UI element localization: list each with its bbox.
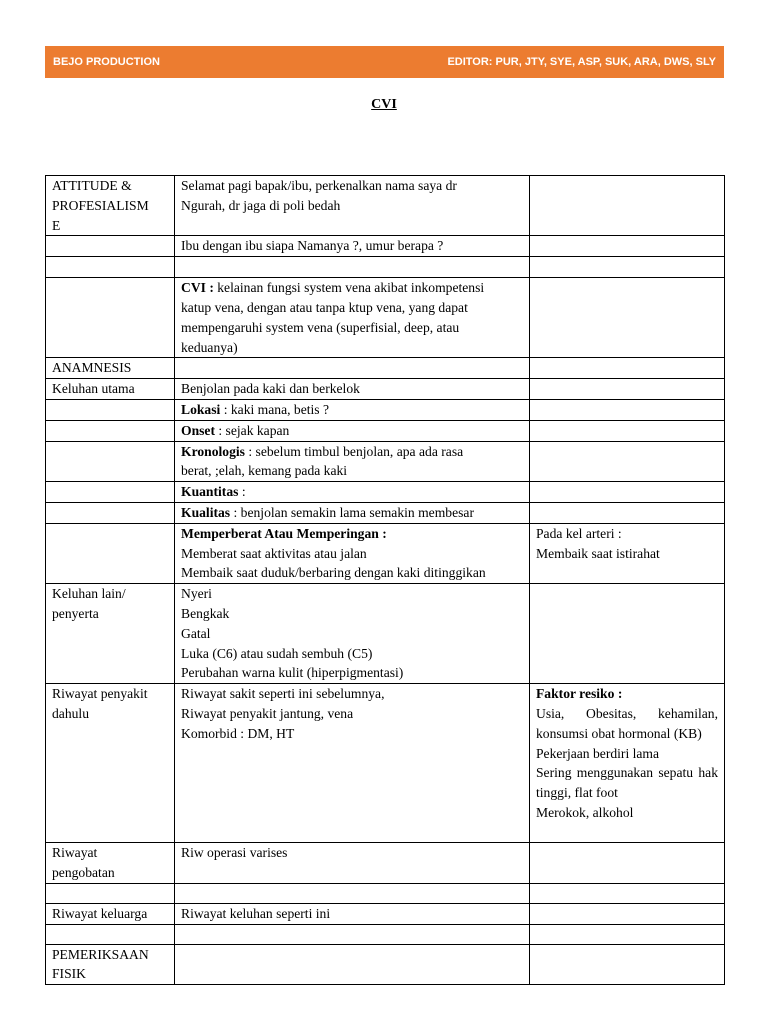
row-label bbox=[46, 843, 175, 884]
row-notes bbox=[530, 399, 725, 420]
row-notes bbox=[530, 502, 725, 523]
row-notes bbox=[530, 379, 725, 400]
row-content bbox=[175, 924, 530, 944]
row-content bbox=[175, 358, 530, 379]
cell-text: PROFESIALISM bbox=[52, 197, 149, 213]
table-row bbox=[46, 441, 725, 482]
table-row bbox=[46, 176, 725, 236]
cell-text: : sejak kapan bbox=[214, 422, 290, 438]
table-row bbox=[46, 482, 725, 503]
cell-text: Riwayat penyakit bbox=[52, 686, 148, 702]
row-content bbox=[175, 236, 530, 257]
cell-text: Merokok, alkohol bbox=[536, 804, 634, 820]
cell-bold-text: Kualitas bbox=[181, 504, 231, 520]
table-row bbox=[46, 523, 725, 583]
table-row bbox=[46, 420, 725, 441]
row-notes bbox=[530, 903, 725, 924]
row-notes bbox=[530, 482, 725, 503]
row-label bbox=[46, 176, 175, 236]
row-notes bbox=[530, 176, 725, 236]
cell-text: Selamat pagi bapak/ibu, perkenalkan nama saya dr bbox=[181, 178, 457, 193]
cell-text: Membaik saat duduk/berbaring dengan kaki ditinggikan bbox=[181, 565, 486, 581]
cell-text: Memberat saat aktivitas atau jalan bbox=[181, 545, 367, 561]
cell-text: Keluhan lain/ bbox=[52, 586, 126, 602]
table-row bbox=[46, 358, 725, 379]
cell-text: pengobatan bbox=[52, 864, 115, 880]
cell-text: berat, ;elah, kemang pada kaki bbox=[181, 463, 348, 479]
row-notes bbox=[530, 883, 725, 903]
cell-text: : kaki mana, betis ? bbox=[220, 401, 330, 417]
row-notes bbox=[530, 944, 725, 985]
table-row bbox=[46, 584, 725, 684]
table-row bbox=[46, 883, 725, 903]
table-row bbox=[46, 502, 725, 523]
cell-text: Bengkak bbox=[181, 605, 230, 621]
cell-text: Perubahan warna kulit (hiperpigmentasi) bbox=[181, 665, 404, 681]
row-notes bbox=[530, 236, 725, 257]
cell-text: Riwayat bbox=[52, 845, 98, 861]
cell-text: Sering menggunakan sepatu hak tinggi, flat foot bbox=[536, 765, 718, 801]
row-label bbox=[46, 441, 175, 482]
row-label bbox=[46, 924, 175, 944]
table-row bbox=[46, 236, 725, 257]
document-header bbox=[45, 46, 724, 78]
row-label bbox=[46, 502, 175, 523]
cell-bold-text: Onset bbox=[181, 422, 215, 438]
row-label bbox=[46, 358, 175, 379]
table-row bbox=[46, 903, 725, 924]
cell-text: kelainan fungsi system vena akibat inkompetensi bbox=[213, 280, 485, 296]
row-notes bbox=[530, 584, 725, 684]
row-label bbox=[46, 399, 175, 420]
row-content bbox=[175, 843, 530, 884]
cell-text: katup vena, dengan atau tanpa ktup vena, yang dapat bbox=[181, 299, 468, 315]
row-label bbox=[46, 883, 175, 903]
cell-text: Keluhan utama bbox=[52, 381, 135, 397]
row-content bbox=[175, 883, 530, 903]
cell-text: FISIK bbox=[52, 966, 86, 982]
row-content bbox=[175, 420, 530, 441]
row-label bbox=[46, 684, 175, 843]
cell-text: : sebelum timbul benjolan, apa ada rasa bbox=[244, 443, 464, 459]
row-content bbox=[175, 399, 530, 420]
row-label bbox=[46, 482, 175, 503]
row-content bbox=[175, 502, 530, 523]
row-label bbox=[46, 584, 175, 684]
cell-bold-text: Kronologis bbox=[181, 443, 245, 459]
cell-text: E bbox=[52, 217, 61, 233]
cell-text: mempengaruhi system vena (superfisial, deep, atau bbox=[181, 319, 460, 335]
cell-text: PEMERIKSAAN bbox=[52, 946, 149, 962]
row-content bbox=[175, 584, 530, 684]
cell-bold-text: CVI : bbox=[181, 280, 214, 296]
cell-text: Riwayat sakit seperti ini sebelumnya, bbox=[181, 686, 385, 702]
cell-text: Pekerjaan berdiri lama bbox=[536, 745, 660, 761]
row-content bbox=[175, 482, 530, 503]
cell-text: Riwayat penyakit jantung, vena bbox=[181, 705, 354, 721]
row-content bbox=[175, 684, 530, 843]
table-row bbox=[46, 944, 725, 985]
table-row bbox=[46, 684, 725, 843]
row-content bbox=[175, 379, 530, 400]
header-production: BEJO PRODUCTION bbox=[53, 56, 160, 68]
row-content bbox=[175, 278, 530, 358]
row-notes bbox=[530, 523, 725, 583]
table-row bbox=[46, 257, 725, 278]
row-notes bbox=[530, 924, 725, 944]
table-row bbox=[46, 379, 725, 400]
table-row bbox=[46, 924, 725, 944]
cell-bold-text: Kuantitas bbox=[181, 484, 239, 500]
cell-text: Gatal bbox=[181, 625, 211, 641]
row-notes bbox=[530, 420, 725, 441]
row-label bbox=[46, 257, 175, 278]
cell-text: penyerta bbox=[52, 605, 99, 621]
row-content bbox=[175, 944, 530, 985]
row-label bbox=[46, 944, 175, 985]
cell-text: Usia, Obesitas, kehamilan, konsumsi obat hormonal (KB) bbox=[536, 705, 718, 741]
cell-text: Membaik saat istirahat bbox=[536, 545, 660, 561]
row-content bbox=[175, 523, 530, 583]
row-notes bbox=[530, 843, 725, 884]
row-content bbox=[175, 441, 530, 482]
cell-text: Benjolan pada kaki dan berkelok bbox=[181, 381, 360, 397]
cell-text: Ngurah, dr jaga di poli bedah bbox=[181, 197, 341, 213]
cell-text: Nyeri bbox=[181, 586, 212, 602]
cell-text: Riwayat keluarga bbox=[52, 905, 148, 921]
cell-text: keduanya) bbox=[181, 339, 238, 355]
cell-bold-text: Memperberat Atau Memperingan : bbox=[181, 525, 387, 541]
cell-text: Riw operasi varises bbox=[181, 845, 288, 861]
row-notes bbox=[530, 684, 725, 843]
table-row bbox=[46, 278, 725, 358]
row-label bbox=[46, 278, 175, 358]
cell-bold-text: Lokasi bbox=[181, 401, 221, 417]
row-label bbox=[46, 420, 175, 441]
cell-text: : benjolan semakin lama semakin membesar bbox=[230, 504, 474, 520]
header-editors: EDITOR: PUR, JTY, SYE, ASP, SUK, ARA, DWS, SLY bbox=[447, 56, 716, 68]
row-content bbox=[175, 903, 530, 924]
anamnesis-table bbox=[45, 175, 725, 985]
cell-bold-text: Faktor resiko : bbox=[536, 686, 623, 702]
row-label bbox=[46, 903, 175, 924]
document-title: CVI bbox=[371, 97, 397, 112]
cell-text: ANAMNESIS bbox=[52, 360, 132, 376]
table-row bbox=[46, 843, 725, 884]
cell-text: Pada kel arteri : bbox=[536, 525, 622, 541]
cell-text: Komorbid : DM, HT bbox=[181, 725, 295, 741]
row-content bbox=[175, 176, 530, 236]
cell-text: dahulu bbox=[52, 705, 89, 721]
cell-text: Ibu dengan ibu siapa Namanya ?, umur berapa ? bbox=[181, 238, 444, 254]
row-notes bbox=[530, 358, 725, 379]
row-label bbox=[46, 236, 175, 257]
row-notes bbox=[530, 257, 725, 278]
cell-text: : bbox=[238, 484, 246, 500]
table-row bbox=[46, 399, 725, 420]
row-label bbox=[46, 523, 175, 583]
row-notes bbox=[530, 441, 725, 482]
cell-text: ATTITUDE & bbox=[52, 178, 132, 193]
row-label bbox=[46, 379, 175, 400]
row-content bbox=[175, 257, 530, 278]
cell-text: Luka (C6) atau sudah sembuh (C5) bbox=[181, 645, 373, 661]
row-notes bbox=[530, 278, 725, 358]
cell-text: Riwayat keluhan seperti ini bbox=[181, 905, 331, 921]
